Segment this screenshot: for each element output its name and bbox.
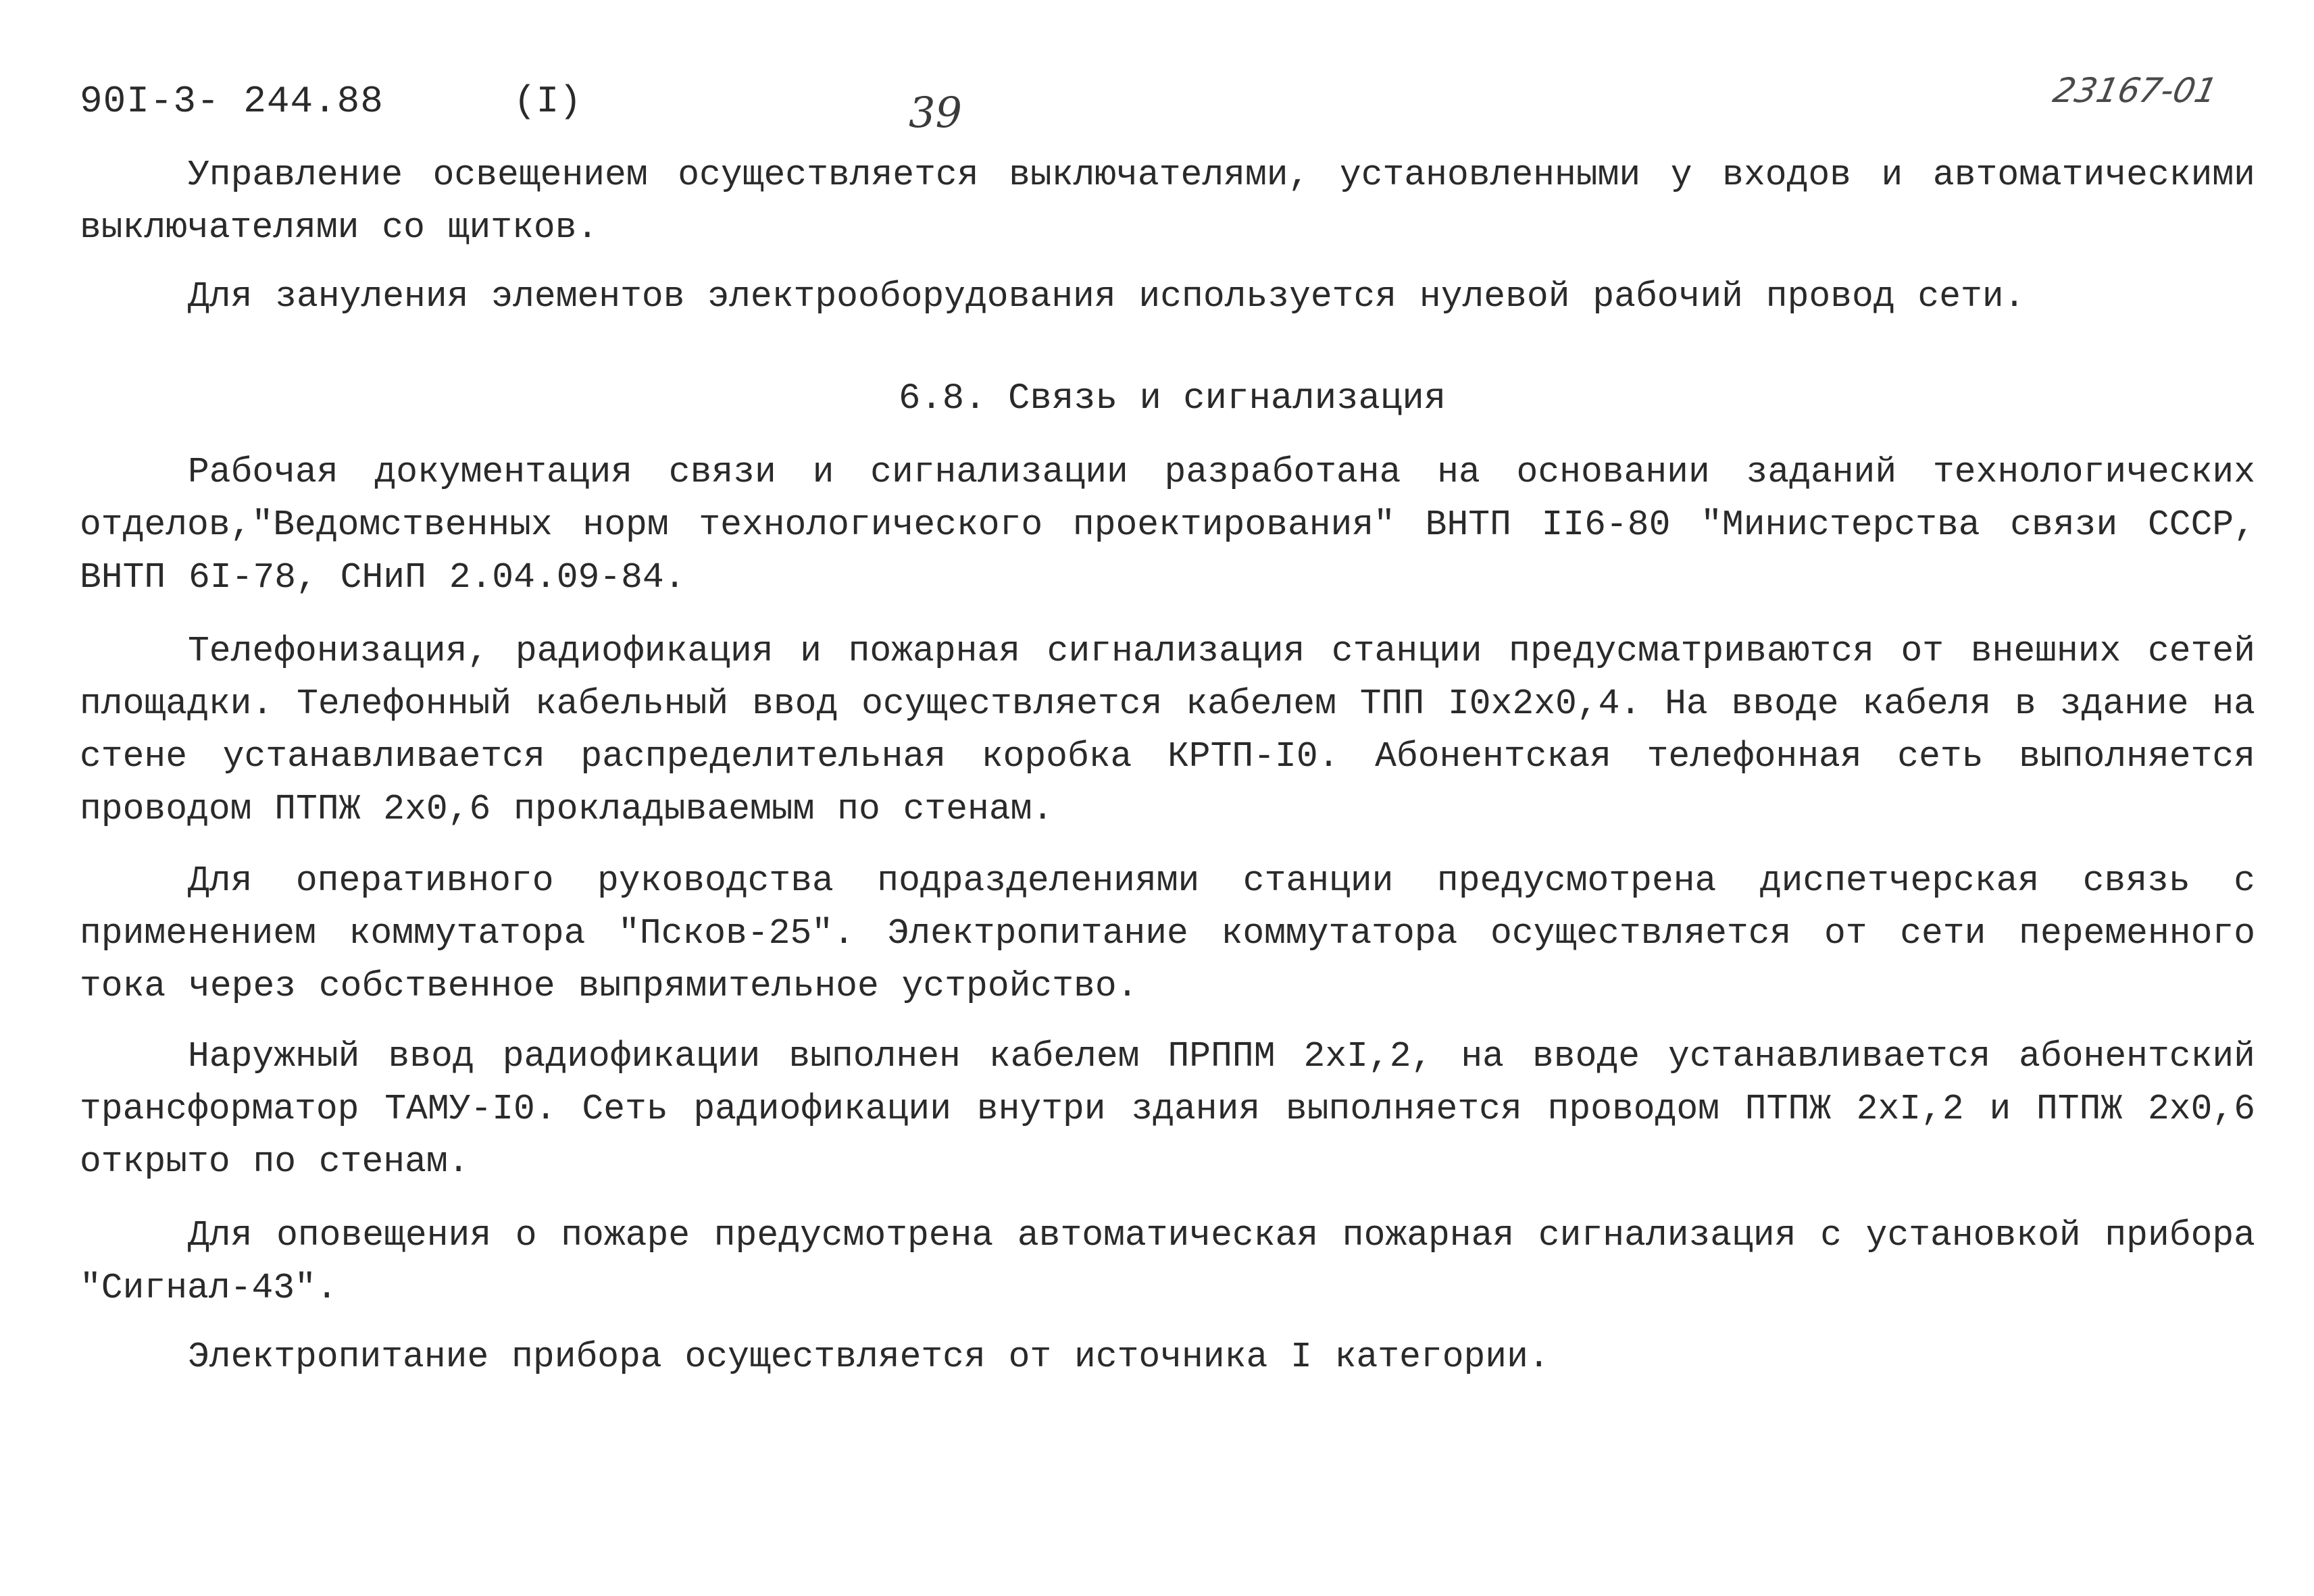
page-number: 39 [909,88,962,137]
document-part: (I) [513,80,582,123]
handwritten-inventory-number: 23167-01 [2049,71,2221,110]
paragraph-dispatch-communication [80,854,2255,1012]
section-heading: 6.8. Связь и сигнализация [899,378,1447,419]
paragraph-text: Для оповещения о пожаре предусмотрена автоматическая пожарная сигнализация с установкой прибора "Сигнал-43". [80,1215,2255,1308]
paragraph-power-supply [80,1331,2255,1383]
paragraph-fire-alarm [80,1209,2255,1314]
paragraph-text: Для зануления элементов электрооборудования используется нулевой рабочий провод сети. [188,276,2026,317]
paragraph-text: Наружный ввод радиофикации выполнен кабелем ПРППМ 2хI,2, на вводе устанавливается абонентский трансформатор ТАМУ-I0. Сеть радиофикации внутри здания выполняется проводом ПТПЖ 2хI,2 и ПТПЖ 2х0,6 открыто по стенам. [80,1036,2255,1182]
paragraph-text: Для оперативного руководства подразделениями станции предусмотрена диспетчерская связь с применением коммутатора "Псков-25". Электропитание коммутатора осуществляется от сети переменного тока через собственное выпрямительное устройство. [80,860,2255,1006]
document-code: 90I-3- 244.88 [80,80,384,123]
paragraph-radio [80,1030,2255,1188]
paragraph-documentation-basis [80,446,2255,604]
paragraph-grounding [80,270,2255,323]
paragraph-text: Электропитание прибора осуществляется от источника I категории. [188,1337,1550,1377]
paragraph-telephony [80,625,2255,835]
paragraph-lighting-control [80,149,2255,254]
paragraph-text: Телефонизация, радиофикация и пожарная сигнализация станции предусматриваются от внешних сетей площадки. Телефонный кабельный ввод осуществляется кабелем ТПП I0х2х0,4. На вводе кабеля в здание на стене устанавливается распределительная коробка КРТП-I0. Абонентская телефонная сеть выполняется проводом ПТПЖ 2х0,6 прокладываемым по стенам. [80,631,2255,829]
paragraph-text: Управление освещением осуществляется выключателями, установленными у входов и автоматическими выключателями со щитков. [80,155,2255,248]
paragraph-text: Рабочая документация связи и сигнализации разработана на основании заданий технологических отделов,"Ведомственных норм технологического проектирования" ВНТП II6-80 "Министерства связи СССР, ВНТП 6I-78, СНиП 2.04.09-84. [80,452,2255,598]
